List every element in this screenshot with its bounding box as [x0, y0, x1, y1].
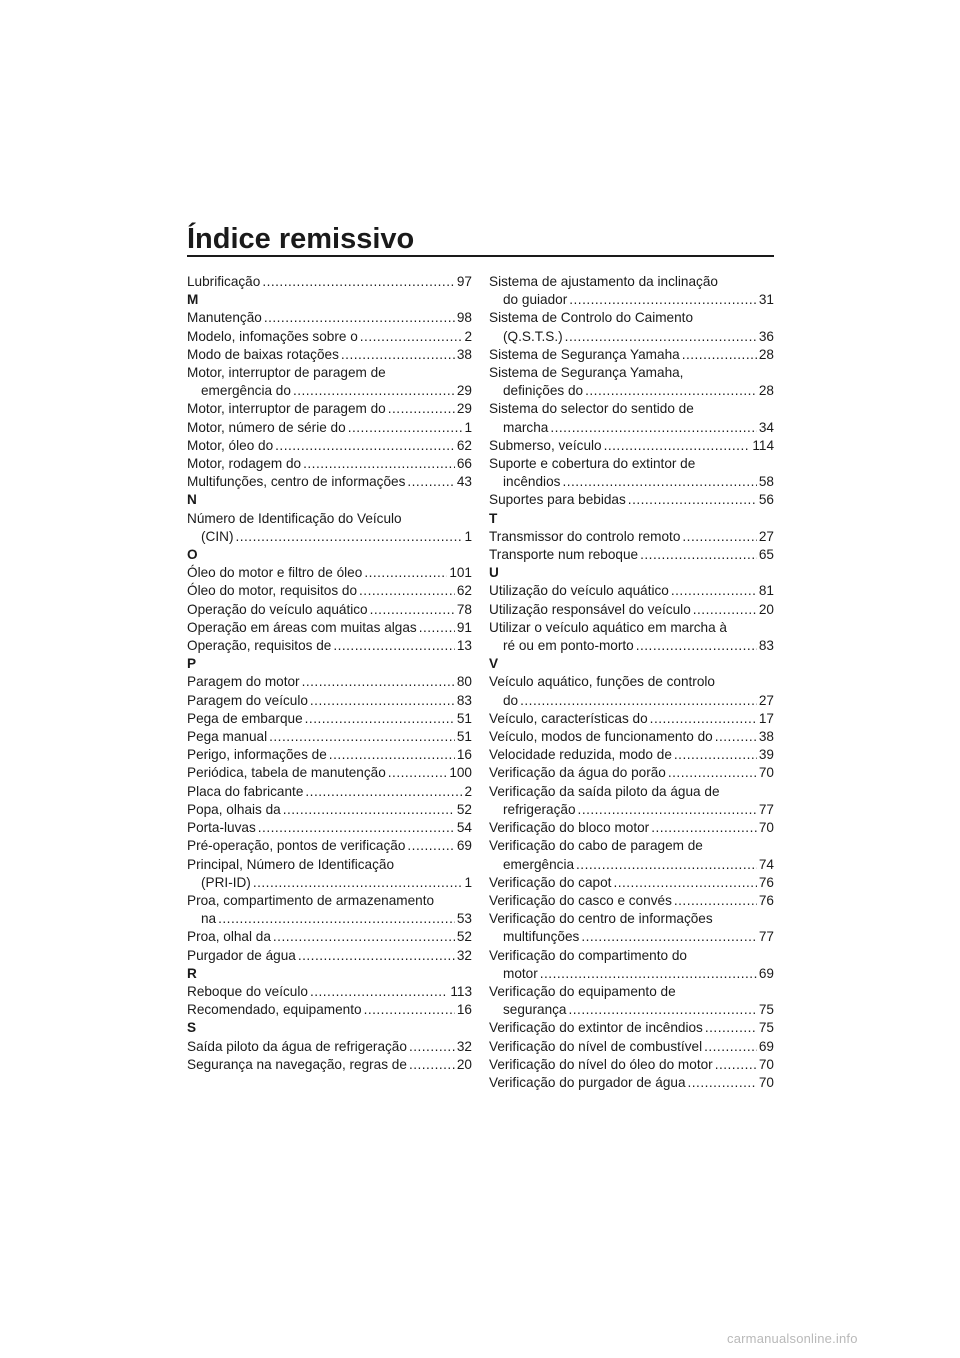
index-entry-text: Operação do veículo aquático [187, 601, 368, 617]
page-number: 78 [456, 601, 472, 617]
dot-leader [419, 619, 455, 637]
dot-leader [388, 400, 455, 418]
page-number: 70 [758, 1074, 774, 1090]
index-entry-text: Manutenção [187, 310, 262, 326]
index-entry-text: Verificação do cabo de paragem de [489, 838, 703, 854]
dot-leader [682, 346, 757, 364]
index-entry-text: Submerso, veículo [489, 437, 602, 453]
index-entry-text: refrigeração [503, 801, 576, 817]
dot-leader [674, 746, 757, 764]
page-number: 100 [449, 765, 472, 781]
dot-leader [682, 528, 756, 546]
page-number: 77 [758, 801, 774, 817]
index-entry-text: segurança [503, 1002, 567, 1018]
page-number: 77 [758, 929, 774, 945]
index-entry-text: Popa, olhais da [187, 801, 281, 817]
index-entry-text: Pega manual [187, 729, 268, 745]
dot-leader [298, 947, 455, 965]
index-entry [489, 947, 774, 983]
page-number: 81 [758, 583, 774, 599]
index-entry-text: Óleo do motor e filtro de óleo [187, 565, 363, 581]
index-entry [489, 1038, 774, 1056]
index-entry-text: Paragem do veículo [187, 692, 308, 708]
index-entry-text: (Q.S.T.S.) [503, 328, 563, 344]
index-entry-text: Suportes para bebidas [489, 492, 626, 508]
index-entry [489, 619, 774, 655]
page-number: 16 [456, 1002, 472, 1018]
page-number: 13 [456, 638, 472, 654]
index-entry-text: definições do [503, 383, 584, 399]
index-entry [187, 746, 472, 764]
index-entry [187, 328, 472, 346]
dot-leader [305, 783, 462, 801]
index-entry [187, 273, 472, 291]
index-entry [187, 582, 472, 600]
index-entry-text: Saída piloto da água de refrigeração [187, 1038, 407, 1054]
index-entry-text: Paragem do motor [187, 674, 300, 690]
page-number: 54 [456, 820, 472, 836]
dot-leader [705, 1019, 757, 1037]
index-entry [489, 528, 774, 546]
page-number: 32 [456, 1038, 472, 1054]
dot-leader [258, 819, 455, 837]
index-entry [187, 928, 472, 946]
page-number: 31 [758, 292, 774, 308]
index-entry-text: Motor, rodagem do [187, 456, 302, 472]
index-entry-text: Utilizar o veículo aquático em marcha à [489, 619, 727, 635]
page-number: 38 [758, 729, 774, 745]
index-entry-text: Motor, interruptor de paragem do [187, 401, 386, 417]
page-number: 80 [456, 674, 472, 690]
page-number: 39 [758, 747, 774, 763]
page-number: 38 [456, 346, 472, 362]
dot-leader [310, 692, 455, 710]
index-entry [187, 1056, 472, 1074]
page-number: 56 [758, 492, 774, 508]
index-entry-text: Motor, interruptor de paragem de [187, 365, 386, 381]
index-entry-text: Motor, óleo do [187, 437, 274, 453]
page-number: 70 [758, 765, 774, 781]
index-entry-text: Lubrificação [187, 274, 261, 289]
index-entry-text: (PRI-ID) [201, 874, 251, 890]
index-entry [187, 764, 472, 782]
dot-leader [359, 582, 455, 600]
dot-leader [650, 710, 757, 728]
dot-leader [578, 801, 757, 819]
page-number: 29 [456, 401, 472, 417]
index-entry-text: Suporte e cobertura do extintor de [489, 456, 696, 472]
page-number: 69 [758, 965, 774, 981]
index-entry [187, 710, 472, 728]
index-entry [187, 947, 472, 965]
page-number: 36 [758, 328, 774, 344]
dot-leader [275, 437, 455, 455]
index-entry-text: Porta-luvas [187, 820, 256, 836]
index-letter-heading: T [489, 510, 498, 526]
page-number: 101 [449, 565, 472, 581]
index-entry-text: Transmissor do controlo remoto [489, 528, 681, 544]
page-number: 28 [758, 383, 774, 399]
index-entry [489, 910, 774, 946]
page-number: 28 [758, 346, 774, 362]
index-entry [489, 673, 774, 709]
page-number: 69 [456, 838, 472, 854]
index-entry-text: do guiador [503, 292, 568, 308]
index-entry-text: Veículo, características do [489, 710, 648, 726]
index-entry-text: emergência [503, 856, 575, 872]
page-number: 53 [456, 911, 472, 927]
page-number: 97 [456, 274, 472, 289]
page-number: 1 [464, 419, 472, 435]
dot-leader [409, 1056, 455, 1074]
page-number: 70 [758, 1056, 774, 1072]
dot-leader [540, 965, 757, 983]
page-number: 76 [758, 892, 774, 908]
index-entry-text: Óleo do motor, requisitos do [187, 583, 358, 599]
index-entry-text: Placa do fabricante [187, 783, 304, 799]
index-entry-text: Reboque do veículo [187, 983, 308, 999]
dot-leader [218, 910, 455, 928]
index-entry [187, 346, 472, 364]
index-entry [489, 455, 774, 491]
index-entry [489, 346, 774, 364]
dot-leader [613, 874, 756, 892]
index-entry-text: Veículo, modos de funcionamento do [489, 729, 713, 745]
index-entry [489, 1074, 774, 1092]
index-entry [187, 601, 472, 619]
index-entry [187, 437, 472, 455]
index-entry-text: Verificação do equipamento de [489, 983, 676, 999]
page-number: 27 [758, 692, 774, 708]
dot-leader [264, 309, 455, 327]
page-number: 74 [758, 856, 774, 872]
index-letter-heading: N [187, 492, 197, 508]
index-entry-text: Verificação do bloco motor [489, 820, 650, 836]
page-number: 58 [758, 474, 774, 490]
index-entry [187, 455, 472, 473]
page-number: 2 [464, 328, 472, 344]
index-entry-text: Proa, compartimento de armazenamento [187, 892, 435, 908]
index-entry [489, 437, 774, 455]
dot-leader [568, 1001, 756, 1019]
index-entry [489, 491, 774, 509]
dot-leader [360, 328, 463, 346]
dot-leader [520, 692, 757, 710]
index-entry-text: Perigo, informações de [187, 747, 327, 763]
index-entry-text: Utilização responsável do veículo [489, 601, 691, 617]
index-entry [187, 309, 472, 327]
index-entry-text: Principal, Número de Identificação [187, 856, 395, 872]
index-entry [489, 837, 774, 873]
index-entry [187, 1001, 472, 1019]
page-number: 17 [758, 710, 774, 726]
dot-leader [283, 801, 455, 819]
index-entry-text: Sistema de Segurança Yamaha, [489, 365, 684, 381]
index-entry [489, 1056, 774, 1074]
index-entry [187, 510, 472, 546]
index-entry [489, 983, 774, 1019]
index-entry-text: incêndios [503, 474, 561, 490]
index-letter-heading: P [187, 656, 197, 672]
index-letter-heading: U [489, 565, 499, 581]
dot-leader [370, 601, 455, 619]
index-entry [489, 273, 774, 309]
page-number: 62 [456, 583, 472, 599]
page-number: 69 [758, 1038, 774, 1054]
index-entry [187, 983, 472, 1001]
page-number: 43 [456, 474, 472, 490]
page-number: 1 [464, 874, 472, 890]
index-entry [187, 619, 472, 637]
dot-leader [364, 564, 447, 582]
index-entry [187, 837, 472, 855]
index-entry-text: Verificação do capot [489, 874, 612, 890]
index-entry-text: Periódica, tabela de manutenção [187, 765, 386, 781]
index-letter-heading: M [187, 292, 199, 308]
dot-leader [604, 437, 751, 455]
dot-leader [688, 1074, 757, 1092]
index-letter-heading: O [187, 547, 198, 563]
dot-leader [704, 1038, 757, 1056]
index-entry-text: multifunções [503, 929, 580, 945]
watermark: carmanualsonline.info [727, 1331, 858, 1346]
index-entry-text: Operação, requisitos de [187, 638, 332, 654]
index-entry-text: Número de Identificação do Veículo [187, 510, 402, 526]
dot-leader [269, 728, 455, 746]
index-entry [489, 728, 774, 746]
dot-leader [715, 1056, 757, 1074]
dot-leader [668, 764, 757, 782]
index-entry [187, 1038, 472, 1056]
page-number: 16 [456, 747, 472, 763]
index-entry-text: Verificação do nível de combustível [489, 1038, 703, 1054]
index-entry [489, 783, 774, 819]
index-entry [489, 309, 774, 345]
index-entry [187, 856, 472, 892]
index-entry [489, 582, 774, 600]
index-entry [187, 419, 472, 437]
dot-leader [364, 1001, 455, 1019]
dot-leader [636, 637, 757, 655]
index-entry-text: Multifunções, centro de informações [187, 474, 406, 490]
title-rule [187, 255, 774, 257]
index-entry-text: do [503, 692, 519, 708]
index-entry-text: emergência do [201, 383, 291, 399]
index-entry-text: Purgador de água [187, 947, 296, 963]
page-number: 98 [456, 310, 472, 326]
page-number: 29 [456, 383, 472, 399]
index-entry-text: Veículo aquático, funções de controlo [489, 674, 715, 690]
index-entry-text: Verificação do compartimento do [489, 947, 687, 963]
page-number: 66 [456, 456, 472, 472]
index-entry-text: Sistema de ajustamento da inclinação [489, 274, 718, 289]
index-entry [489, 764, 774, 782]
page-number: 70 [758, 820, 774, 836]
index-entry [187, 783, 472, 801]
dot-leader [640, 546, 757, 564]
page-number: 75 [758, 1020, 774, 1036]
index-entry [187, 673, 472, 691]
index-entry-text: Operação em áreas com muitas algas [187, 619, 417, 635]
index-entry [489, 546, 774, 564]
page-number: 114 [752, 437, 774, 453]
index-column-right [489, 273, 774, 1092]
page-number: 51 [456, 729, 472, 745]
dot-leader [348, 419, 463, 437]
page-number: 76 [758, 874, 774, 890]
index-entry [489, 601, 774, 619]
index-entry [489, 400, 774, 436]
dot-leader [310, 983, 448, 1001]
index-entry [489, 746, 774, 764]
dot-leader [303, 455, 455, 473]
dot-leader [585, 382, 757, 400]
index-entry-text: Verificação do centro de informações [489, 911, 713, 927]
page-number: 65 [758, 547, 774, 563]
index-entry-text: Recomendado, equipamento [187, 1002, 362, 1018]
page-number: 113 [450, 983, 472, 999]
index-entry-text: Verificação do casco e convés [489, 892, 672, 908]
index-entry-text: Modelo, infomações sobre o [187, 328, 358, 344]
page-number: 20 [456, 1056, 472, 1072]
page-number: 52 [456, 929, 472, 945]
dot-leader [409, 1038, 455, 1056]
dot-leader [562, 473, 756, 491]
index-entry [489, 710, 774, 728]
page-number: 62 [456, 437, 472, 453]
index-entry-text: Pré-operação, pontos de verificação [187, 838, 406, 854]
index-entry-text: Verificação do extintor de incêndios [489, 1020, 703, 1036]
dot-leader [693, 601, 757, 619]
dot-leader [253, 874, 463, 892]
dot-leader [407, 473, 455, 491]
index-entry-text: Verificação da saída piloto da água de [489, 783, 720, 799]
dot-leader [671, 582, 757, 600]
page-number: 83 [758, 638, 774, 654]
page-number: 2 [464, 783, 472, 799]
index-entry-text: Motor, número de série do [187, 419, 346, 435]
dot-leader [550, 419, 757, 437]
page-number: 32 [456, 947, 472, 963]
index-letter-heading: V [489, 656, 499, 672]
dot-leader [628, 491, 757, 509]
dot-leader [293, 382, 455, 400]
index-entry-text: Verificação da água do porão [489, 765, 666, 781]
page-number: 83 [456, 692, 472, 708]
dot-leader [581, 928, 757, 946]
page-number: 27 [758, 528, 774, 544]
page-number: 52 [456, 801, 472, 817]
index-entry [489, 819, 774, 837]
index-entry [187, 637, 472, 655]
page-number: 51 [456, 710, 472, 726]
index-entry [489, 874, 774, 892]
dot-leader [407, 837, 454, 855]
dot-leader [651, 819, 757, 837]
page-number: 1 [464, 528, 472, 544]
dot-leader [715, 728, 757, 746]
index-entry [187, 892, 472, 928]
dot-leader [576, 856, 757, 874]
dot-leader [341, 346, 455, 364]
dot-leader [674, 892, 757, 910]
index-entry-text: Velocidade reduzida, modo de [489, 747, 672, 763]
index-entry-text: na [201, 911, 217, 927]
index-letter-heading: R [187, 965, 197, 981]
dot-leader [329, 746, 455, 764]
index-entry [187, 473, 472, 491]
dot-leader [305, 710, 455, 728]
index-entry [489, 1019, 774, 1037]
index-entry [187, 728, 472, 746]
dot-leader [262, 273, 455, 291]
index-entry-text: Transporte num reboque [489, 547, 639, 563]
index-entry-text: Proa, olhal da [187, 929, 271, 945]
index-entry [187, 692, 472, 710]
index-entry [187, 801, 472, 819]
index-entry [187, 400, 472, 418]
page-number: 34 [758, 419, 774, 435]
dot-leader [302, 673, 455, 691]
page-title: Índice remissivo [187, 223, 415, 255]
index-entry [187, 364, 472, 400]
index-entry [489, 364, 774, 400]
index-entry-text: Pega de embarque [187, 710, 303, 726]
dot-leader [565, 328, 757, 346]
dot-leader [388, 764, 448, 782]
index-entry [187, 564, 472, 582]
index-letter-heading: S [187, 1020, 197, 1036]
index-entry-text: Verificação do nível do óleo do motor [489, 1056, 713, 1072]
index-entry [489, 892, 774, 910]
dot-leader [235, 528, 462, 546]
index-entry-text: (CIN) [201, 528, 234, 544]
index-entry-text: ré ou em ponto-morto [503, 638, 634, 654]
index-entry-text: motor [503, 965, 538, 981]
index-entry-text: Sistema de Controlo do Caimento [489, 310, 694, 326]
page-number: 91 [456, 619, 472, 635]
index-entry-text: Segurança na navegação, regras de [187, 1056, 407, 1072]
index-entry [187, 819, 472, 837]
dot-leader [569, 291, 757, 309]
page-number: 75 [758, 1002, 774, 1018]
index-entry-text: Verificação do purgador de água [489, 1074, 686, 1090]
index-entry-text: Sistema de Segurança Yamaha [489, 346, 680, 362]
index-entry-text: Modo de baixas rotações [187, 346, 339, 362]
page-number: 20 [758, 601, 774, 617]
index-entry-text: marcha [503, 419, 549, 435]
index-entry-text: Utilização do veículo aquático [489, 583, 669, 599]
index-entry-text: Sistema do selector do sentido de [489, 401, 694, 417]
index-column-left [187, 273, 472, 1074]
dot-leader [333, 637, 455, 655]
dot-leader [273, 928, 455, 946]
